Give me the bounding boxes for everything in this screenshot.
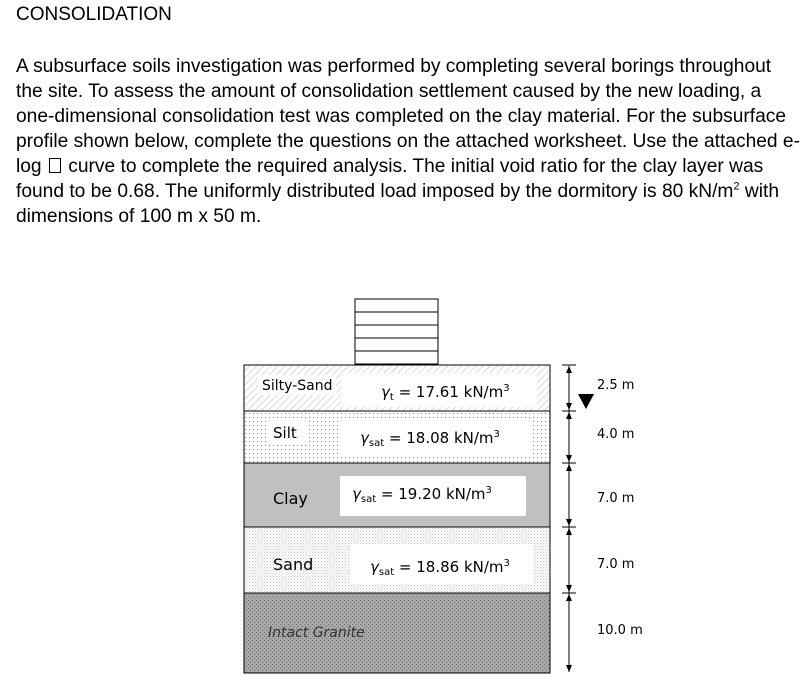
dormitory-building	[355, 299, 438, 364]
layer-clay	[244, 463, 550, 527]
intro-part-3: with dimensions of 100 m x 50 m.	[16, 181, 779, 227]
unit-weight-sand: $\gamma_{sat} = 18.86$ $kN/m^3$	[370, 558, 510, 578]
layer-name-sand: Sand	[273, 555, 314, 574]
intro-part-1: A subsurface soils investigation was performed by completing several borings throughout the site. To assess the amount of consolidation settlement caused by the new loading, a one-dimensional consolidation test was completed on the clay material. For the subsurface profile shown below, complete the questions on the attached worksheet. Use the attached e-log	[16, 56, 800, 177]
layer-silt	[244, 411, 550, 463]
thickness-granite: 10.0 m	[597, 623, 643, 638]
thickness-clay: 7.0 m	[597, 491, 635, 506]
layer-name-granite: Intact Granite	[268, 625, 365, 641]
page-title: CONSOLIDATION	[16, 4, 172, 25]
thickness-silty-sand: 2.5 m	[597, 378, 635, 393]
unit-weight-clay: $\gamma_{sat} = 19.20$ $kN/m^3$	[352, 485, 492, 505]
intro-unit-superscript: 2	[733, 180, 740, 193]
thickness-sand: 7.0 m	[597, 557, 635, 572]
layer-sand	[244, 527, 550, 593]
unit-weight-silt: $\gamma_{sat} = 18.08$ $kN/m^3$	[360, 429, 500, 449]
layer-silty-sand	[244, 365, 550, 411]
intro-part-2: curve to complete the required analysis. The initial void ratio for the clay layer was found to be 0.68. The uniformly distributed load imposed by the dormitory is 80 kN/m	[16, 156, 764, 202]
unit-weight-silty-sand: $\gamma_t = 17.61$ $kN/m^3$	[381, 383, 510, 403]
layer-name-silty-sand: Silty-Sand	[262, 378, 333, 394]
thickness-silt: 4.0 m	[597, 427, 635, 442]
layer-name-silt: Silt	[273, 424, 297, 442]
layer-name-clay: Clay	[273, 489, 308, 508]
layer-intact-granite	[244, 593, 550, 673]
water-table-icon	[578, 394, 594, 409]
thickness-dimension-line	[562, 365, 576, 672]
